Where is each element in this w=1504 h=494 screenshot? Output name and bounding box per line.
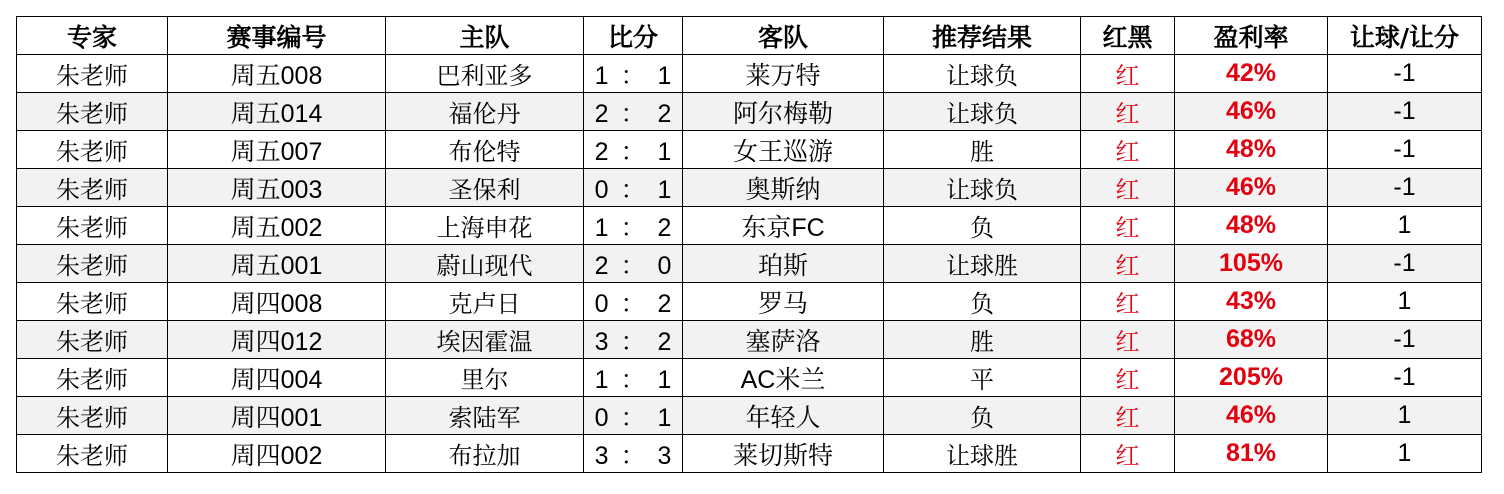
cell-home-team: 上海申花 [386,207,584,245]
cell-result: 红 [1081,169,1175,207]
cell-home-team: 里尔 [386,359,584,397]
score-home: 3 [594,441,609,470]
table-row [17,397,1482,435]
cell-pick: 平 [884,359,1081,397]
cell-result: 红 [1081,397,1175,435]
cell-profit-rate: 46% [1175,397,1328,435]
cell-home-team: 圣保利 [386,169,584,207]
table-row [17,131,1482,169]
header-expert: 专家 [17,17,168,55]
cell-away-team: 年轻人 [683,397,884,435]
cell-away-team: AC米兰 [683,359,884,397]
score-home: 0 [594,175,609,204]
cell-result: 红 [1081,283,1175,321]
score-away: 1 [657,175,672,204]
cell-pick: 胜 [884,321,1081,359]
cell-handicap: -1 [1328,321,1482,359]
header-pick: 推荐结果 [884,17,1081,55]
cell-match-id: 周五008 [168,55,386,93]
cell-expert: 朱老师 [17,359,168,397]
score-separator: ： [620,99,646,128]
cell-away-team: 罗马 [683,283,884,321]
cell-profit-rate: 81% [1175,435,1328,473]
cell-expert: 朱老师 [17,435,168,473]
cell-handicap: -1 [1328,245,1482,283]
score-away: 2 [657,327,672,356]
score-separator: ： [620,289,646,318]
cell-expert: 朱老师 [17,321,168,359]
cell-score [584,55,683,93]
cell-expert: 朱老师 [17,397,168,435]
cell-pick: 让球胜 [884,435,1081,473]
header-away-team: 客队 [683,17,884,55]
header-score: 比分 [584,17,683,55]
score-away: 1 [657,61,672,90]
score-home: 2 [594,137,609,166]
score-home: 0 [594,289,609,318]
cell-result: 红 [1081,93,1175,131]
cell-match-id: 周五003 [168,169,386,207]
table-row [17,245,1482,283]
table-row [17,55,1482,93]
cell-home-team: 埃因霍温 [386,321,584,359]
cell-score [584,397,683,435]
cell-home-team: 布伦特 [386,131,584,169]
table-row [17,207,1482,245]
cell-pick: 让球负 [884,169,1081,207]
table-row [17,359,1482,397]
score-away: 2 [657,289,672,318]
cell-handicap: 1 [1328,283,1482,321]
results-table [16,16,1482,473]
cell-handicap: -1 [1328,131,1482,169]
table-body [17,55,1482,473]
header-match-id: 赛事编号 [168,17,386,55]
cell-profit-rate: 205% [1175,359,1328,397]
score-home: 1 [594,365,609,394]
table-row [17,169,1482,207]
cell-profit-rate: 68% [1175,321,1328,359]
cell-away-team: 塞萨洛 [683,321,884,359]
results-table-container [16,16,1482,473]
score-away: 2 [657,99,672,128]
header-home-team: 主队 [386,17,584,55]
cell-home-team: 克卢日 [386,283,584,321]
cell-away-team: 女王巡游 [683,131,884,169]
score-away: 0 [657,251,672,280]
cell-pick: 负 [884,283,1081,321]
cell-score [584,93,683,131]
cell-handicap: -1 [1328,359,1482,397]
cell-score [584,435,683,473]
score-separator: ： [620,251,646,280]
cell-match-id: 周四012 [168,321,386,359]
cell-score [584,283,683,321]
cell-away-team: 莱万特 [683,55,884,93]
table-row [17,93,1482,131]
score-away: 1 [657,403,672,432]
header-result: 红黑 [1081,17,1175,55]
header-profit-rate: 盈利率 [1175,17,1328,55]
cell-expert: 朱老师 [17,207,168,245]
cell-profit-rate: 105% [1175,245,1328,283]
cell-expert: 朱老师 [17,283,168,321]
score-home: 0 [594,403,609,432]
cell-pick: 让球负 [884,93,1081,131]
cell-away-team: 莱切斯特 [683,435,884,473]
cell-match-id: 周五007 [168,131,386,169]
cell-home-team: 巴利亚多 [386,55,584,93]
cell-away-team: 珀斯 [683,245,884,283]
cell-pick: 负 [884,207,1081,245]
cell-match-id: 周四002 [168,435,386,473]
cell-score [584,245,683,283]
table-row [17,283,1482,321]
cell-handicap: -1 [1328,55,1482,93]
cell-expert: 朱老师 [17,131,168,169]
cell-handicap: -1 [1328,93,1482,131]
cell-handicap: 1 [1328,435,1482,473]
cell-score [584,169,683,207]
table-row [17,321,1482,359]
cell-pick: 让球负 [884,55,1081,93]
score-separator: ： [620,137,646,166]
score-separator: ： [620,403,646,432]
cell-result: 红 [1081,207,1175,245]
score-separator: ： [620,327,646,356]
score-away: 3 [657,441,672,470]
cell-home-team: 布拉加 [386,435,584,473]
cell-home-team: 福伦丹 [386,93,584,131]
cell-profit-rate: 48% [1175,207,1328,245]
cell-pick: 负 [884,397,1081,435]
cell-pick: 让球胜 [884,245,1081,283]
score-separator: ： [620,61,646,90]
score-home: 2 [594,99,609,128]
cell-match-id: 周五001 [168,245,386,283]
cell-match-id: 周四008 [168,283,386,321]
cell-score [584,359,683,397]
table-row [17,435,1482,473]
cell-away-team: 东京FC [683,207,884,245]
score-away: 1 [657,365,672,394]
cell-handicap: -1 [1328,169,1482,207]
cell-result: 红 [1081,245,1175,283]
score-home: 1 [594,213,609,242]
score-separator: ： [620,365,646,394]
cell-profit-rate: 48% [1175,131,1328,169]
cell-handicap: 1 [1328,397,1482,435]
cell-home-team: 索陆军 [386,397,584,435]
cell-expert: 朱老师 [17,55,168,93]
cell-pick: 胜 [884,131,1081,169]
cell-result: 红 [1081,55,1175,93]
cell-handicap: 1 [1328,207,1482,245]
score-separator: ： [620,441,646,470]
cell-profit-rate: 43% [1175,283,1328,321]
table-header-row [17,17,1482,55]
cell-away-team: 阿尔梅勒 [683,93,884,131]
cell-expert: 朱老师 [17,245,168,283]
cell-match-id: 周四004 [168,359,386,397]
cell-away-team: 奥斯纳 [683,169,884,207]
cell-result: 红 [1081,435,1175,473]
cell-result: 红 [1081,359,1175,397]
cell-match-id: 周四001 [168,397,386,435]
score-separator: ： [620,175,646,204]
cell-match-id: 周五014 [168,93,386,131]
cell-profit-rate: 42% [1175,55,1328,93]
cell-result: 红 [1081,131,1175,169]
cell-expert: 朱老师 [17,169,168,207]
score-home: 3 [594,327,609,356]
score-separator: ： [620,213,646,242]
score-home: 1 [594,61,609,90]
score-away: 1 [657,137,672,166]
cell-profit-rate: 46% [1175,169,1328,207]
score-away: 2 [657,213,672,242]
cell-score [584,321,683,359]
cell-expert: 朱老师 [17,93,168,131]
cell-score [584,207,683,245]
cell-score [584,131,683,169]
cell-profit-rate: 46% [1175,93,1328,131]
header-handicap: 让球/让分 [1328,17,1482,55]
cell-match-id: 周五002 [168,207,386,245]
cell-result: 红 [1081,321,1175,359]
cell-home-team: 蔚山现代 [386,245,584,283]
score-home: 2 [594,251,609,280]
